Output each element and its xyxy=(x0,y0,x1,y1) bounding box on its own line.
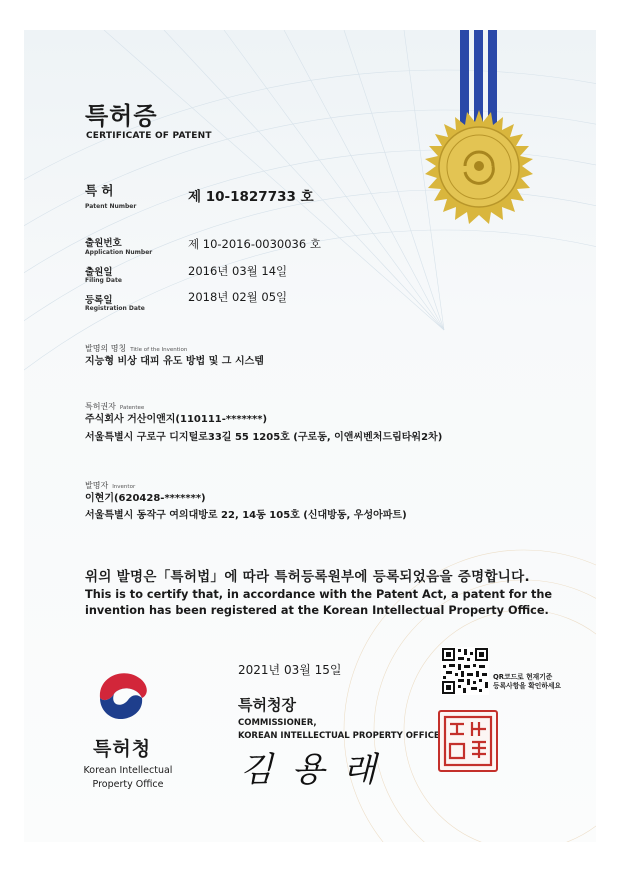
official-seal xyxy=(438,710,498,772)
qr-note-line2: 등록사항을 확인하세요 xyxy=(493,682,562,690)
inventor-name: 이현기(620428-*******) xyxy=(85,493,206,504)
filing-date-value: 2016년 03월 14일 xyxy=(188,264,288,278)
application-number-label-ko: 출원번호 xyxy=(85,238,122,249)
title-ko: 특허증 xyxy=(85,102,158,130)
registration-date-value: 2018년 02월 05일 xyxy=(188,290,288,304)
application-number-label-en: Application Number xyxy=(85,249,153,256)
commissioner-title-en-1: COMMISSIONER, xyxy=(238,718,317,728)
invention-label-en: Title of the Invention xyxy=(130,347,188,353)
filing-date-label-en: Filing Date xyxy=(85,277,122,284)
filing-date-label-ko: 출원일 xyxy=(85,267,113,278)
registration-date-label-en: Registration Date xyxy=(85,305,145,312)
commissioner-title-en-2: KOREAN INTELLECTUAL PROPERTY OFFICE xyxy=(238,731,440,741)
office-name-en-1: Korean Intellectual xyxy=(83,765,173,776)
patent-number-label-ko: 특 허 xyxy=(85,183,114,198)
seal-glyph-icon xyxy=(442,714,494,768)
gold-seal-icon xyxy=(420,108,538,226)
qr-note xyxy=(493,673,561,691)
application-number-value: 제 10-2016-0030036 호 xyxy=(188,237,321,251)
declaration-en: This is to certify that, in accordance with the Patent Act, a patent for the invention has been registered at the Korean Intellectual Property Office. xyxy=(85,588,553,617)
taegeuk-logo-icon xyxy=(92,664,164,724)
inventor-label-en: Inventor xyxy=(112,484,136,490)
title-en: CERTIFICATE OF PATENT xyxy=(86,131,212,141)
certificate-page xyxy=(24,30,596,842)
office-name-ko: 특허청 xyxy=(93,738,152,760)
issue-date: 2021년 03월 15일 xyxy=(238,663,342,677)
invention-label-ko: 발명의 명칭 xyxy=(85,344,127,353)
inventor-label-ko: 발명자 xyxy=(85,481,109,490)
invention-title: 지능형 비상 대피 유도 방법 및 그 시스템 xyxy=(85,356,264,367)
patent-number-label-en: Patent Number xyxy=(85,203,137,210)
patent-number-value: 제 10-1827733 호 xyxy=(188,189,314,205)
registration-date-label-ko: 등록일 xyxy=(85,295,113,306)
office-name-en-2: Property Office xyxy=(92,779,164,790)
patentee-name: 주식회사 거산이앤지(110111-*******) xyxy=(85,414,268,425)
qr-note-line1: QR코드로 현재기준 xyxy=(493,673,553,681)
commissioner-title-ko: 특허청장 xyxy=(238,696,296,714)
declaration-ko: 위의 발명은「특허법」에 따라 특허등록원부에 등록되었음을 증명합니다. xyxy=(85,569,530,585)
commissioner-signature: 김 용 래 xyxy=(240,750,381,790)
patentee-label-en: Patentee xyxy=(119,405,145,411)
inventor-address: 서울특별시 동작구 여의대방로 22, 14동 105호 (신대방동, 우성아파트) xyxy=(85,510,407,521)
patentee-address: 서울특별시 구로구 디지털로33길 55 1205호 (구로동, 이앤씨벤처드림타워2차) xyxy=(85,432,443,443)
patentee-label-ko: 특허권자 xyxy=(85,402,116,411)
qr-code-icon xyxy=(441,647,489,695)
